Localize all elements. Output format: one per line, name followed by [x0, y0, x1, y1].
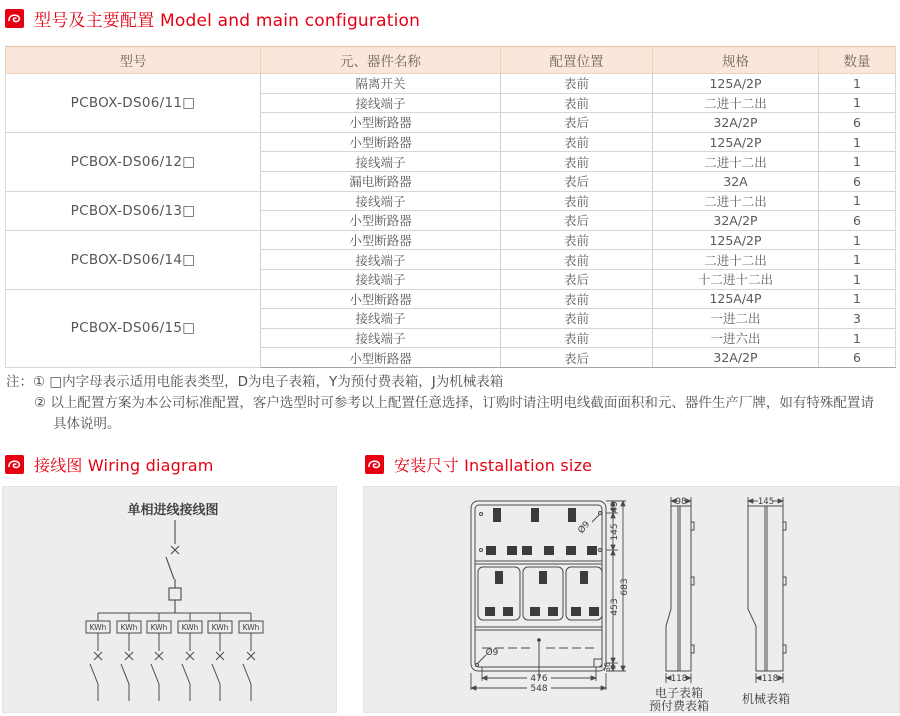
cell-position: 表前	[501, 289, 653, 309]
dimension-label: 476	[530, 674, 548, 684]
cell-position: 表前	[501, 250, 653, 270]
cell-component: 接线端子	[261, 93, 501, 113]
terminal-blocks	[486, 546, 597, 555]
cell-component: 接线端子	[261, 328, 501, 348]
config-section-title: 型号及主要配置 Model and main configuration	[34, 11, 421, 31]
cell-position: 表前	[501, 230, 653, 250]
branch-circuits	[86, 613, 263, 701]
cell-component: 接线端子	[261, 250, 501, 270]
table-row	[6, 230, 896, 250]
cell-qty: 1	[819, 93, 896, 113]
kwh-meter-labels	[90, 623, 260, 632]
cell-component: 小型断路器	[261, 230, 501, 250]
dimension-label: 36	[603, 662, 612, 672]
front-dimensions	[471, 501, 626, 690]
cell-position: 表前	[501, 132, 653, 152]
top-slots	[493, 508, 576, 522]
cell-component: 接线端子	[261, 191, 501, 211]
cell-position: 表后	[501, 269, 653, 289]
model-cell: PCBOX-DS06/13□	[6, 191, 261, 230]
cell-component: 漏电断路器	[261, 171, 501, 191]
box-type-label: 机械表箱	[741, 692, 791, 706]
cell-qty: 6	[819, 211, 896, 231]
installation-drawing-svg	[364, 487, 899, 712]
meter-windows	[478, 567, 602, 620]
wiring-section-title: 接线图 Wiring diagram	[34, 456, 214, 475]
wiring-panel	[2, 486, 337, 713]
cell-position: 表前	[501, 74, 653, 94]
kwh-meter-box: KWh	[150, 623, 168, 632]
cell-component: 小型断路器	[261, 113, 501, 133]
cell-qty: 1	[819, 74, 896, 94]
cell-spec: 一进二出	[653, 309, 819, 329]
note-item-1: ① □内字母表示适用电能表类型，D为电子表箱，Y为预付费表箱，J为机械表箱	[33, 374, 504, 390]
table-row	[6, 289, 896, 309]
notes-prefix: 注：	[6, 374, 33, 390]
cell-component: 接线端子	[261, 269, 501, 289]
note-item-2: ② 以上配置方案为本公司标准配置，客户选型时可参考以上配置任意选择，订购时请注明电线截面面积和元、器件生产厂牌，如有特殊配置请具体说明。	[34, 395, 874, 432]
box-type-label: 电子表箱	[654, 686, 704, 700]
cell-component: 小型断路器	[261, 289, 501, 309]
cell-spec: 二进十二出	[653, 93, 819, 113]
kwh-meter-box: KWh	[120, 623, 138, 632]
cell-qty: 1	[819, 132, 896, 152]
table-row	[6, 191, 896, 211]
main-feeder-line	[98, 520, 251, 613]
installation-section-title: 安装尺寸 Installation size	[394, 456, 593, 475]
brand-swirl-icon	[5, 455, 24, 474]
cell-component: 隔离开关	[261, 74, 501, 94]
cell-position: 表后	[501, 171, 653, 191]
cell-spec: 125A/2P	[653, 132, 819, 152]
model-cell: PCBOX-DS06/12□	[6, 132, 261, 191]
cell-qty: 1	[819, 328, 896, 348]
hole-diameter-label: Ø9	[576, 519, 593, 536]
cell-qty: 1	[819, 269, 896, 289]
cell-spec: 32A	[653, 171, 819, 191]
cell-position: 表前	[501, 152, 653, 172]
cell-qty: 6	[819, 348, 896, 368]
cell-position: 表前	[501, 191, 653, 211]
header-model: 型号	[6, 47, 261, 74]
header-qty: 数量	[819, 47, 896, 74]
notes	[6, 372, 884, 435]
installation-section-header	[365, 453, 592, 476]
cell-spec: 十二进十二出	[653, 269, 819, 289]
dimension-label: 49	[610, 501, 620, 513]
wiring-diagram-title: 单相进线接线图	[127, 503, 219, 518]
table-header-row	[6, 47, 896, 74]
side1-labels	[649, 497, 709, 712]
cell-qty: 1	[819, 289, 896, 309]
kwh-meter-box: KWh	[89, 623, 107, 632]
brand-swirl-icon	[5, 9, 24, 28]
side-view-mechanical	[748, 497, 786, 683]
kwh-meter-box: KWh	[242, 623, 260, 632]
config-section-header	[5, 6, 420, 31]
cell-component: 接线端子	[261, 152, 501, 172]
dimension-label: 118	[670, 674, 688, 684]
cell-component: 小型断路器	[261, 132, 501, 152]
dimension-label: 145	[757, 497, 775, 507]
cell-qty: 6	[819, 171, 896, 191]
cell-position: 表后	[501, 211, 653, 231]
cell-position: 表后	[501, 113, 653, 133]
installation-panel	[363, 486, 900, 713]
cell-qty: 1	[819, 152, 896, 172]
cell-spec: 125A/2P	[653, 74, 819, 94]
dimension-label: 453	[610, 598, 620, 616]
model-cell: PCBOX-DS06/15□	[6, 289, 261, 367]
dimension-label: 683	[620, 578, 630, 596]
cell-qty: 1	[819, 250, 896, 270]
cell-qty: 6	[819, 113, 896, 133]
cell-position: 表前	[501, 328, 653, 348]
cell-spec: 32A/2P	[653, 348, 819, 368]
dimension-label: 145	[610, 523, 620, 541]
dimension-label: 98	[675, 497, 687, 507]
wiring-diagram-svg	[3, 487, 336, 712]
kwh-meter-box: KWh	[211, 623, 229, 632]
side-view-electronic	[666, 497, 694, 683]
cell-spec: 32A/2P	[653, 113, 819, 133]
header-spec: 规格	[653, 47, 819, 74]
dimension-label: 118	[761, 674, 779, 684]
wiring-section-header	[5, 453, 214, 476]
cell-spec: 125A/4P	[653, 289, 819, 309]
front-dimension-labels	[486, 501, 630, 694]
cell-spec: 二进十二出	[653, 152, 819, 172]
hole-diameter-label: Ø9	[485, 648, 499, 658]
header-component: 元、器件名称	[261, 47, 501, 74]
cell-spec: 二进十二出	[653, 191, 819, 211]
cell-position: 表前	[501, 309, 653, 329]
cell-spec: 二进十二出	[653, 250, 819, 270]
model-cell: PCBOX-DS06/11□	[6, 74, 261, 133]
kwh-meter-box: KWh	[181, 623, 199, 632]
header-position: 配置位置	[501, 47, 653, 74]
table-row	[6, 74, 896, 94]
cell-component: 小型断路器	[261, 211, 501, 231]
dimension-label: 548	[530, 684, 548, 694]
cell-qty: 1	[819, 191, 896, 211]
cell-position: 表后	[501, 348, 653, 368]
cell-component: 接线端子	[261, 309, 501, 329]
cell-position: 表前	[501, 93, 653, 113]
cell-spec: 32A/2P	[653, 211, 819, 231]
brand-swirl-icon	[365, 455, 384, 474]
cell-qty: 1	[819, 230, 896, 250]
cell-spec: 125A/2P	[653, 230, 819, 250]
cell-qty: 3	[819, 309, 896, 329]
box-type-label: 预付费表箱	[648, 699, 710, 712]
config-table	[5, 46, 895, 368]
table-row	[6, 132, 896, 152]
cell-spec: 一进六出	[653, 328, 819, 348]
model-cell: PCBOX-DS06/14□	[6, 230, 261, 289]
cell-component: 小型断路器	[261, 348, 501, 368]
